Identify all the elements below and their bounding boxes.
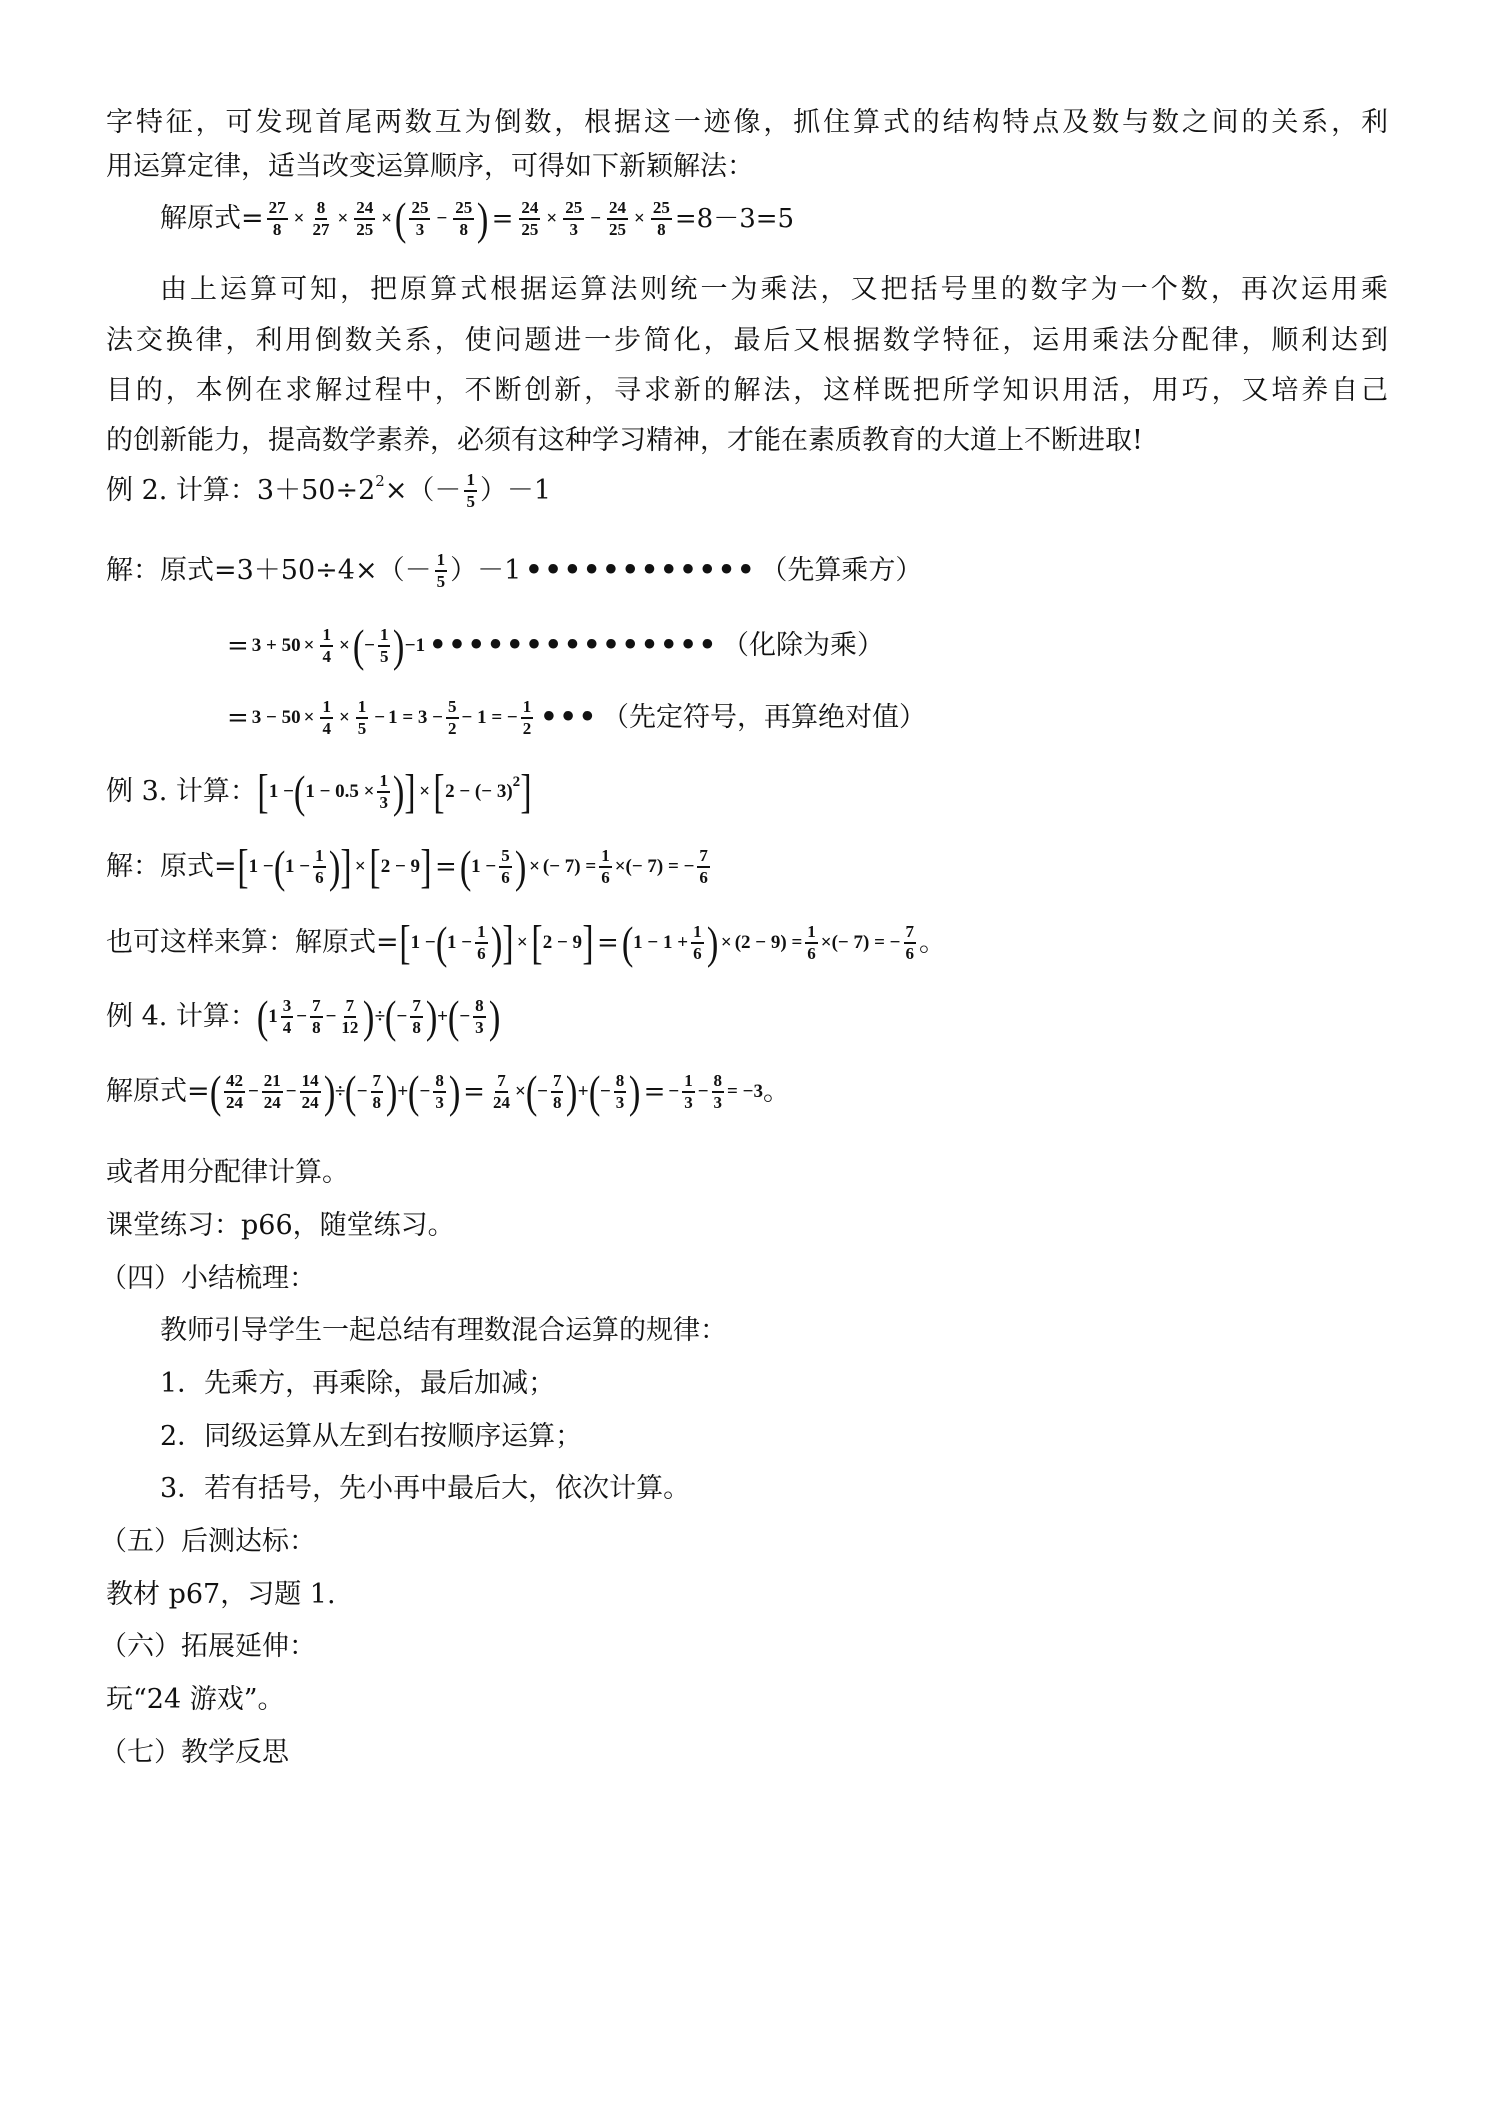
- dot-leader: •••: [540, 702, 599, 733]
- solution-3-label: 解：原式=: [106, 851, 237, 882]
- alternative-3-math: [ 1 − ( 1 − 1 6 ) ] × [ 2 − 9 ] = ( 1 − 1 + 1 6 ) × (2 − 9) = $\frac{1}{6}$ ×(− 7) = − 7 6: [399, 916, 914, 969]
- dot-leader: •••••••••••••••: [429, 630, 718, 661]
- or-distributive-line: 或者用分配律计算。: [106, 1157, 349, 1188]
- paragraph-line-4: 的创新能力，提高数学素养，必须有这种学习精神，才能在素质教育的大道上不断进取!: [106, 425, 1143, 456]
- solution-4: 解原式= ( 42 24 − 21 24 − 14 24 ) ÷ ( − 7 8 ) + ( − 8 3 ) = $\frac{7}{24}$ × ( − 7 8 ) + ( − 8 3 ) = − $\frac{1}{3}$ − 8 3 = −3 。: [106, 1066, 790, 1117]
- solution-2-math-3: = 3 − 50 × $\frac{1}{4}$ × $\frac{1}{5}$ − 1 = 3 − $\frac{5}{2}$ − 1 = − 1 2: [227, 697, 532, 738]
- alternative-3: 也可这样来算：解原式= [ 1 − ( 1 − 1 6 ) ] × [ 2 − 9 ] = ( 1 − 1 + 1 6 ) × (2 − 9) = $\frac{1}{6}$ ×(− 7) = − 7 6 。: [106, 916, 946, 969]
- example-3-label: 例 3. 计算：: [106, 776, 257, 807]
- section-7-heading: （七）教学反思: [100, 1737, 289, 1768]
- solution-2-line-3: [224, 697, 1388, 739]
- example-4: [106, 991, 1388, 1042]
- rule-2: 2．同级运算从左到右按顺序运算；: [160, 1421, 583, 1452]
- note-3: （先定符号，再算绝对值）: [602, 702, 927, 733]
- paragraph-line-2: 法交换律，利用倒数关系，使问题进一步简化，最后又根据数学特征，运用乘法分配律，顺利达到: [106, 325, 1388, 356]
- rule-3: 3．若有括号，先小再中最后大，依次计算。: [160, 1473, 691, 1504]
- solution-1: [160, 193, 1388, 244]
- class-practice-line: 课堂练习：p66，随堂练习。: [106, 1210, 455, 1241]
- section-6-text: 玩“24 游戏”。: [106, 1684, 285, 1715]
- solution-4-math: ( 42 24 − 21 24 − 14 24 ) ÷ ( − 7 8 ) + ( − 8 3 ) = $\frac{7}{24}$ × ( − 7 8 ) + ( − 8 3 ) = − $\frac{1}{3}$ − 8 3 = −3: [209, 1066, 763, 1117]
- note-1: （先算乘方）: [760, 555, 923, 586]
- solution-1-label: 解原式=: [160, 203, 264, 234]
- solution-2-line-1: 解：原式=3＋50÷4×（－ 1 5 ）－1 •••••••••••• （先算乘方）: [106, 550, 923, 591]
- section-5-text: 教材 p67，习题 1.: [106, 1579, 336, 1610]
- solution-2-math-2: = 3 + 50 × $\frac{1}{4}$ × ( − 1 5 ) −1: [227, 620, 426, 671]
- paragraph-line-1: 由上运算可知，把原算式根据运算法则统一为乘法，又把括号里的数字为一个数，再次运用乘: [160, 274, 1388, 305]
- example-2: 例 2. 计算：3＋50÷2 2 ×（－ 1 5 ）－1: [106, 470, 1388, 512]
- alternative-3-label: 也可这样来算：解原式=: [106, 927, 399, 958]
- example-4-math: ( 1 3 4 − 7 8 − 7 12 ) ÷ ( − 7 8 ) + ( − 8 3 ): [256, 991, 501, 1042]
- example-2-tail: ）－1: [479, 475, 552, 506]
- example-3-math: [ 1 − ( 1 − 0.5 × 1 3 ) ] × [ 2 − (− 3) 2 ]: [257, 765, 532, 818]
- note-2: （化除为乘）: [721, 630, 884, 661]
- example-3: [106, 765, 1388, 818]
- section-4-heading: （四）小结梳理：: [100, 1263, 316, 1294]
- solution-1-result: =8－3=5: [674, 204, 795, 234]
- solution-3-math: [ 1 − ( 1 − 1 6 ) ] × [ 2 − 9 ] = ( 1 − 5 6 ) × (− 7) = $\frac{1}{6}$ ×(− 7) = − 7 6: [237, 840, 708, 893]
- example-2-label: 例 2. 计算：3＋50÷2: [106, 475, 376, 506]
- section-6-heading: （六）拓展延伸：: [100, 1631, 316, 1662]
- example-4-label: 例 4. 计算：: [106, 1001, 257, 1032]
- solution-3: [106, 840, 1388, 893]
- example-2-exponent: 2: [375, 472, 385, 490]
- paragraph-line-3: 目的，本例在求解过程中，不断创新，寻求新的解法，这样既把所学知识用活，用巧，又培养自己: [106, 375, 1388, 406]
- solution-1-math: $\frac{27}{8}$ × $\frac{8}{27}$ × $\frac{24}{25}$ × ( 25 3 − $\frac{25}{8}$ ) = $\frac{24}{25}$ × $\frac{25}{3}$ − $\frac{24}{25}$ × $\frac{25}{8}$: [268, 193, 670, 244]
- solution-4-label: 解原式=: [106, 1076, 210, 1107]
- section-5-heading: （五）后测达标：: [100, 1526, 316, 1557]
- solution-2-line-2: [224, 620, 1388, 671]
- section-4-intro: 教师引导学生一起总结有理数混合运算的规律：: [160, 1315, 727, 1346]
- solution-2-label: 解：原式=3＋50÷4×（－: [106, 555, 432, 586]
- intro-line-1: 字特征，可发现首尾两数互为倒数，根据这一迹像，抓住算式的结构特点及数与数之间的关系，利: [106, 107, 1388, 138]
- dot-leader: ••••••••••••: [525, 555, 757, 586]
- rule-1: 1．先乘方，再乘除，最后加减；: [160, 1368, 556, 1399]
- intro-line-2: 用运算定律，适当改变运算顺序，可得如下新颖解法：: [106, 151, 754, 182]
- example-2-mid: ×（－: [384, 475, 462, 506]
